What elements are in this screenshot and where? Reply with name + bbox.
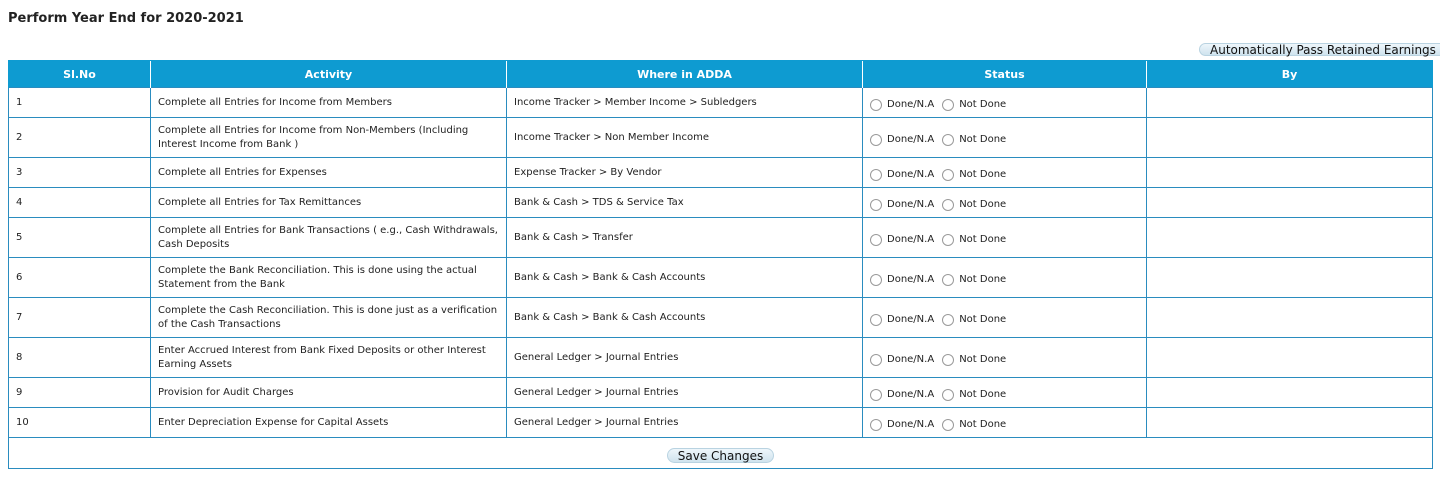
cell-slno: 6 [9, 258, 151, 298]
status-not-done-label: Not Done [959, 168, 1007, 180]
cell-by [1147, 88, 1433, 118]
status-not-done-radio[interactable] [942, 354, 954, 366]
status-radio-group [870, 353, 1139, 367]
cell-status [863, 88, 1147, 118]
status-done-radio[interactable] [870, 389, 882, 401]
status-not-done-label: Not Done [959, 98, 1007, 110]
cell-activity: Enter Accrued Interest from Bank Fixed Deposits or other Interest Earning Assets [151, 338, 507, 378]
status-radio-group [870, 418, 1139, 432]
cell-by [1147, 338, 1433, 378]
table-row [9, 158, 1433, 188]
cell-where-in-adda: General Ledger > Journal Entries [507, 408, 863, 438]
cell-slno: 4 [9, 188, 151, 218]
status-radio-group [870, 198, 1139, 212]
status-radio-group [870, 168, 1139, 182]
cell-status [863, 188, 1147, 218]
status-not-done-radio[interactable] [942, 234, 954, 246]
status-not-done-label: Not Done [959, 388, 1007, 400]
year-end-checklist-table [8, 60, 1433, 469]
cell-by [1147, 408, 1433, 438]
status-done-radio[interactable] [870, 99, 882, 111]
table-row [9, 378, 1433, 408]
cell-by [1147, 188, 1433, 218]
header-where-in-adda: Where in ADDA [507, 61, 863, 88]
table-row [9, 188, 1433, 218]
cell-status [863, 158, 1147, 188]
status-not-done-radio[interactable] [942, 419, 954, 431]
cell-slno: 9 [9, 378, 151, 408]
table-footer-row [9, 438, 1433, 469]
cell-slno: 5 [9, 218, 151, 258]
status-not-done-label: Not Done [959, 313, 1007, 325]
cell-where-in-adda: Bank & Cash > Transfer [507, 218, 863, 258]
status-not-done-label: Not Done [959, 233, 1007, 245]
status-done-radio[interactable] [870, 234, 882, 246]
status-not-done-label: Not Done [959, 353, 1007, 365]
save-changes-button[interactable]: Save Changes [667, 448, 774, 463]
cell-status [863, 338, 1147, 378]
cell-where-in-adda: General Ledger > Journal Entries [507, 378, 863, 408]
status-not-done-radio[interactable] [942, 169, 954, 181]
auto-pass-retained-earnings-button[interactable]: Automatically Pass Retained Earnings [1199, 43, 1440, 56]
cell-slno: 1 [9, 88, 151, 118]
page-title: Perform Year End for 2020-2021 [8, 11, 244, 26]
status-done-label: Done/N.A [887, 313, 935, 325]
cell-activity: Provision for Audit Charges [151, 378, 507, 408]
status-not-done-label: Not Done [959, 273, 1007, 285]
cell-status [863, 298, 1147, 338]
status-radio-group [870, 133, 1139, 147]
status-done-radio[interactable] [870, 354, 882, 366]
status-done-radio[interactable] [870, 169, 882, 181]
status-done-label: Done/N.A [887, 418, 935, 430]
cell-activity: Complete all Entries for Expenses [151, 158, 507, 188]
cell-where-in-adda: Bank & Cash > Bank & Cash Accounts [507, 298, 863, 338]
status-not-done-radio[interactable] [942, 314, 954, 326]
table-row [9, 218, 1433, 258]
cell-where-in-adda: Income Tracker > Member Income > Subledgers [507, 88, 863, 118]
cell-slno: 2 [9, 118, 151, 158]
cell-slno: 3 [9, 158, 151, 188]
status-done-radio[interactable] [870, 314, 882, 326]
status-done-label: Done/N.A [887, 168, 935, 180]
cell-by [1147, 218, 1433, 258]
status-not-done-label: Not Done [959, 418, 1007, 430]
status-done-label: Done/N.A [887, 133, 935, 145]
cell-where-in-adda: Bank & Cash > TDS & Service Tax [507, 188, 863, 218]
status-done-radio[interactable] [870, 134, 882, 146]
status-done-label: Done/N.A [887, 233, 935, 245]
status-done-label: Done/N.A [887, 388, 935, 400]
status-not-done-radio[interactable] [942, 99, 954, 111]
cell-slno: 10 [9, 408, 151, 438]
status-not-done-label: Not Done [959, 133, 1007, 145]
status-done-label: Done/N.A [887, 198, 935, 210]
cell-activity: Complete all Entries for Income from Members [151, 88, 507, 118]
status-radio-group [870, 273, 1139, 287]
status-not-done-radio[interactable] [942, 389, 954, 401]
cell-where-in-adda: General Ledger > Journal Entries [507, 338, 863, 378]
cell-by [1147, 118, 1433, 158]
table-row [9, 298, 1433, 338]
status-done-radio[interactable] [870, 199, 882, 211]
table-row [9, 258, 1433, 298]
cell-activity: Enter Depreciation Expense for Capital Assets [151, 408, 507, 438]
status-radio-group [870, 388, 1139, 402]
cell-slno: 8 [9, 338, 151, 378]
cell-slno: 7 [9, 298, 151, 338]
cell-status [863, 118, 1147, 158]
status-radio-group [870, 98, 1139, 112]
table-row [9, 118, 1433, 158]
table-row [9, 338, 1433, 378]
cell-by [1147, 158, 1433, 188]
header-activity: Activity [151, 61, 507, 88]
cell-status [863, 258, 1147, 298]
cell-activity: Complete the Cash Reconciliation. This is done just as a verification of the Cash Transactions [151, 298, 507, 338]
header-slno: Sl.No [9, 61, 151, 88]
cell-activity: Complete all Entries for Income from Non-Members (Including Interest Income from Bank ) [151, 118, 507, 158]
cell-status [863, 408, 1147, 438]
table-row [9, 88, 1433, 118]
status-radio-group [870, 313, 1139, 327]
cell-status [863, 378, 1147, 408]
status-not-done-label: Not Done [959, 198, 1007, 210]
status-not-done-radio[interactable] [942, 274, 954, 286]
status-not-done-radio[interactable] [942, 134, 954, 146]
header-status: Status [863, 61, 1147, 88]
status-radio-group [870, 233, 1139, 247]
cell-by [1147, 258, 1433, 298]
table-row [9, 408, 1433, 438]
cell-where-in-adda: Bank & Cash > Bank & Cash Accounts [507, 258, 863, 298]
cell-by [1147, 298, 1433, 338]
status-done-label: Done/N.A [887, 273, 935, 285]
status-done-radio[interactable] [870, 274, 882, 286]
cell-by [1147, 378, 1433, 408]
footer-cell [9, 438, 1433, 469]
status-done-label: Done/N.A [887, 353, 935, 365]
cell-activity: Complete the Bank Reconciliation. This is done using the actual Statement from the Bank [151, 258, 507, 298]
cell-where-in-adda: Income Tracker > Non Member Income [507, 118, 863, 158]
status-not-done-radio[interactable] [942, 199, 954, 211]
table-header-row [9, 61, 1433, 88]
cell-where-in-adda: Expense Tracker > By Vendor [507, 158, 863, 188]
cell-activity: Complete all Entries for Bank Transactions ( e.g., Cash Withdrawals, Cash Deposits [151, 218, 507, 258]
header-by: By [1147, 61, 1433, 88]
cell-activity: Complete all Entries for Tax Remittances [151, 188, 507, 218]
status-done-label: Done/N.A [887, 98, 935, 110]
cell-status [863, 218, 1147, 258]
status-done-radio[interactable] [870, 419, 882, 431]
